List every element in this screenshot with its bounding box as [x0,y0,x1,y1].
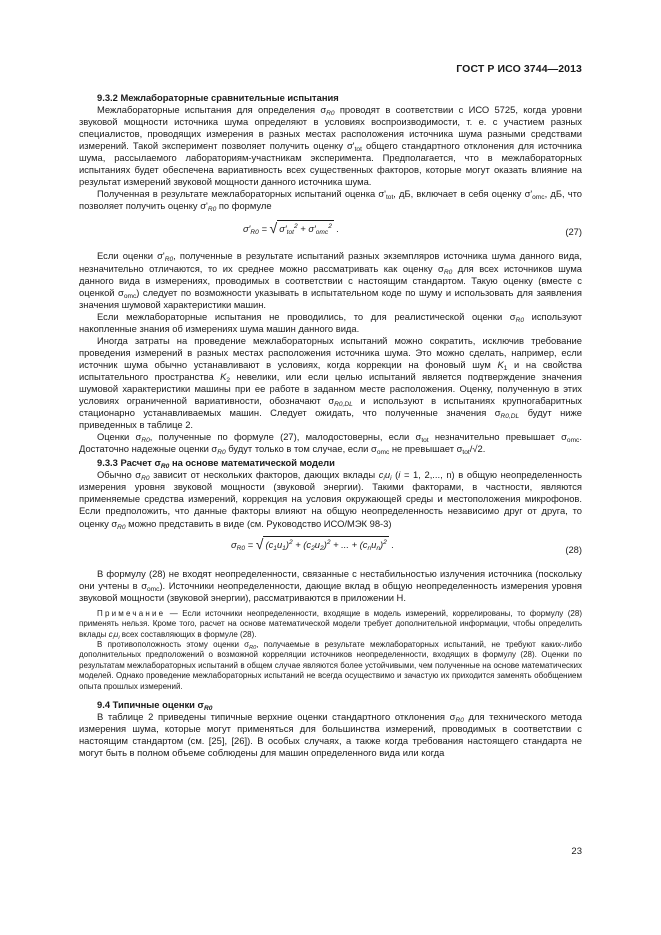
section-heading-9-4: 9.4 Типичные оценки $\sigma_{R0}$ [97,698,213,712]
formula-28 [79,530,582,568]
formula-27-expression: $\sigma'_{R0}$ = √ $\sigma'_{tot}^2 + \sigma'_{omc}^2$ . [243,220,340,237]
section-heading-9-3-2: 9.3.2 Межлабораторные сравнительные испытания [97,92,339,103]
formula-27 [79,212,582,250]
page-number: 23 [571,846,582,857]
paragraph: В таблице 2 приведены типичные верхние оценки стандартного отклонения $\sigma_{R0}$ для технического метода измерения шума, которые могут применяться для большинства измерений, проводимых в соответствии с настоящим стандартом (см. [25], [26]). В особых случаях, а также когда требования настоящего стандарта не могут быть в полном объеме соблюдены для машин определенного вида или когда [79,710,582,759]
paragraph: Межлабораторные испытания для определения $\sigma_{R0}$ проводят в соответствии с ИСО 5725, когда уровни звуковой мощности источника шума определяют в условиях воспроизводимости, т. е. с участием разных специалистов, проводящих измерения в разных местах расположения источника шума разными средствами измерений. Такой эксперимент позволяет получить оценку $\sigma'_{tot}$ общего стандартного отклонения для источника шума, рассылаемого лабораториям-участникам эксперимента. Предполагается, что в межлабораторных испытаниях будет обеспечена вариативность всех существенных факторов, которые могут оказать влияние на результат измерений звуковой мощности данного источника шума. [79,104,582,188]
formula-28-number: (28) [565,543,582,555]
note-continuation: В противоположность этому оценки $\sigma_{R0}$, получаемые в результате межлабораторных испытаний, не требуют каких-либо дополнительных предположений о возможной корреляции источников неопределенности, входящих в формулу (28). Оценки по результатам межлабораторных испытаний в общем случае являются более устойчивыми, чем полученные на основе математических моделей. Однако проведение межлабораторных испытаний не всегда осуществимо и зачастую их приходится заменять обобщением опыта прошлых измерений. [79,639,582,691]
paragraph: Оценки $\sigma_{R0}$, полученные по формуле (27), малодостоверны, если $\sigma_{tot}$ незначительно превышает $\sigma_{omc}$. Достаточно надежные оценки $\sigma_{R0}$ будут только в том случае, если $\sigma_{omc}$ не превышает $\sigma_{tot}/√2$. [79,431,582,457]
paragraph: Если оценки $\sigma'_{R0}$, полученные в результате испытаний разных экземпляров источника шума данного вида, незначительно отличаются, то их среднее можно рассматривать как оценку $\sigma_{R0}$ для всех источников шума данного вида в измерениях, проводимых в соответствии с настоящим стандартом. Такую оценку (вместе с оценкой $\sigma_{omc}$) следует по возможности указывать в испытательном коде по шуму и использовать для заявления значения шумовой характеристики машин. [79,250,582,310]
paragraph: В формулу (28) не входят неопределенности, связанные с нестабильностью излучения источника (поскольку они учтены в $\sigma_{omc}$). Источники неопределенности, дающие вклад в общую неопределенность измерения уровня звуковой мощности (звуковой энергии), рассматриваются в приложении Н. [79,567,582,603]
section-heading-9-3-3: 9.3.3 Расчет $\sigma_{R0}$ на основе математической модели [97,457,335,471]
note: Примечание — Если источники неопределенности, входящие в модель измерений, коррелированы, то формулу (28) применять нельзя. Кроме того, расчет на основе математической модели требует дополнительной информации, чтобы определить вклады $c_iu_i$ всех составляющих в формуле (28). [79,608,582,641]
note-label: Примечание [97,608,166,618]
paragraph: Обычно $\sigma_{R0}$ зависит от нескольких факторов, дающих вклады $c_iu_i$ (i = 1, 2,..., n) в общую неопределенность измерения уровня звуковой мощности (звуковой энергии). Такими факторами, в частности, являются применяемые средства измерений, коррекция на условия окружающей среды и местоположения микрофонов. Если предположить, что данные факторы влияют на общую неопределенность независимо друг от друга, то оценку $\sigma_{R0}$ можно представить в виде (см. Руководство ИСО/МЭК 98-3) [79,469,582,531]
paragraph: Иногда затраты на проведение межлабораторных испытаний можно сократить, исключив требование проведения измерений в разных местах расположения источника шума. Это можно сделать, например, если источник шума обычно устанавливают в условиях, когда коррекции на фоновый шум $K_1$ и на свойства испытательного пространства $K_2$ невелики, или если целью испытаний является подтверждение значения шумовой характеристики машины при ее работе в заданном месте расположения. Оценку, полученную в этих условиях ограниченной вариативности, обозначают $\sigma_{R0,DL}$ и используют в испытаниях крупногабаритных стационарно устанавливаемых машин. Следует ожидать, что полученные значения $\sigma_{R0,DL}$ будут ниже приведенных в таблице 2. [79,334,582,431]
formula-28-expression: $\sigma_{R0}$ = √ $(c_1u_1)^2 + (c_2u_2)^2$ + ... + $(c_nu_n)^2$ . [231,535,395,552]
standard-header: ГОСТ Р ИСО 3744—2013 [456,63,582,75]
page-content [79,92,582,759]
formula-27-number: (27) [565,226,582,238]
paragraph: Полученная в результате межлабораторных испытаний оценка $\sigma'_{tot}$, дБ, включает в себя оценку $\sigma'_{omc}$, дБ, что позволяет получить оценку $\sigma'_{R0}$ по формуле [79,188,583,214]
paragraph: Если межлабораторные испытания не проводились, то для реалистической оценки $\sigma_{R0}$ используют накопленные знания об измерениях шума машин данного вида. [79,310,582,334]
